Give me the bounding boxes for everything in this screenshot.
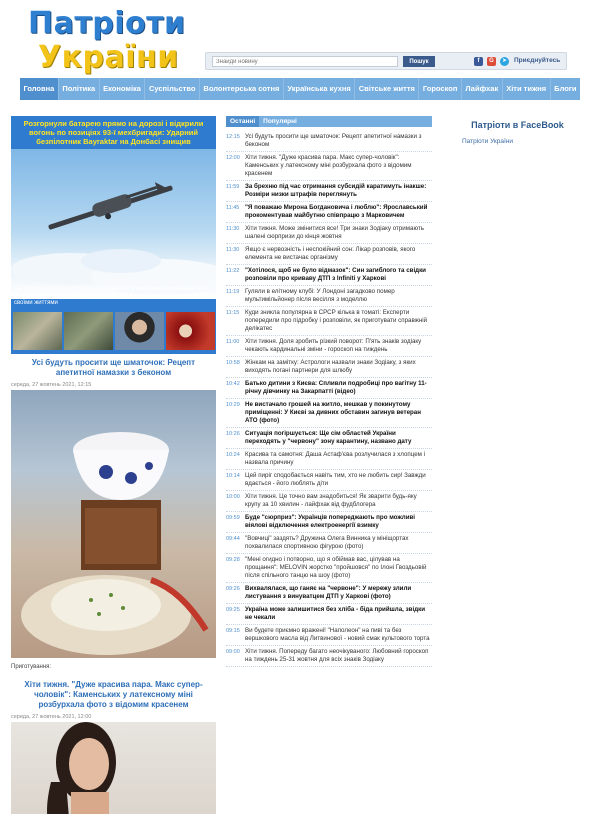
news-headline[interactable]: Ви будете приємно вражені! "Наполеон" на пиві та без вершкового масла від Литвинової - новий смак культового торта — [245, 627, 430, 642]
news-time: 11:15 — [226, 310, 240, 316]
main-nav — [20, 78, 580, 100]
portrait-photo — [11, 722, 216, 814]
nav-item-blogs[interactable]: Блоги — [554, 84, 577, 93]
news-feed — [226, 116, 432, 667]
news-headline[interactable]: Гуляли в елітному клубі: У Лондоні загадково помер мультимільйонер після весілля з моделлю — [245, 288, 395, 303]
news-item[interactable] — [226, 449, 432, 470]
news-time: 10:00 — [226, 494, 240, 500]
news-time: 11:30 — [226, 247, 240, 253]
news-headline[interactable]: Цей пиріг сподобається навіть тим, хто не любить сир! Завжди вдається - його люблять діти — [245, 472, 426, 487]
news-headline[interactable]: Хіти тижня. Це точно вам знадобиться! Як зварити будь-яку крупу за 10 хвилин - лайфхак від фудблогера — [245, 493, 417, 508]
news-time: 10:29 — [226, 402, 240, 408]
search-button[interactable]: Пошук — [403, 56, 435, 67]
news-item[interactable] — [226, 181, 432, 202]
news-headline[interactable]: За брехню під час отримання субсидій каратимуть інакше: Розміри низки штрафів переглянуть — [245, 183, 427, 198]
news-headline[interactable]: "Мені огидно і потворно, що я обіймав вас, цілував на прощання": MELOVIN жорстко "пройшовся" по Ілоні Гвоздьовій після спільного танцю на шоу (фото) — [245, 556, 427, 579]
thumbnail-image[interactable] — [166, 312, 215, 350]
news-headline[interactable]: Хіти тижня. Доля зробить різкий поворот: П'ять знаків зодіаку чекають кардинальні зміни - гороскоп на тиждень — [245, 338, 422, 353]
news-item[interactable] — [226, 583, 432, 604]
news-item[interactable] — [226, 533, 432, 554]
right-sidebar — [450, 116, 585, 145]
news-time: 09:28 — [226, 557, 240, 563]
news-time: 11:00 — [226, 339, 240, 345]
news-headline[interactable]: Буде "сюрприз": Українців попереджають про можливі віялові відключення електроенергії взимку — [245, 514, 416, 529]
thumbnail-image[interactable] — [64, 312, 113, 350]
join-link[interactable]: Приєднуйтесь — [514, 57, 561, 64]
nav-item-celebrity[interactable]: Світське життя — [355, 78, 419, 100]
news-item[interactable] — [226, 399, 432, 428]
news-item[interactable] — [226, 470, 432, 491]
nav-item-society[interactable]: Суспільство — [145, 78, 199, 100]
recipe-photo — [11, 390, 216, 658]
telegram-icon[interactable]: ➤ — [501, 58, 508, 64]
news-item[interactable] — [226, 491, 432, 512]
news-tabs — [226, 116, 432, 127]
article-caption-1: Приготування: — [11, 664, 52, 670]
news-item[interactable] — [226, 336, 432, 357]
news-item[interactable] — [226, 152, 432, 181]
news-time: 11:30 — [226, 226, 240, 232]
news-time: 10:58 — [226, 360, 240, 366]
news-item[interactable] — [226, 131, 432, 152]
news-headline[interactable]: Жінкам на замітку: Астрологи назвали знаки Зодіаку, з яких виходять погані партнери для шлюбу — [245, 359, 416, 374]
news-item[interactable] — [226, 625, 432, 646]
news-headline[interactable]: Усі будуть просити ще шматочок: Рецепт апетитної намазки з беконом — [245, 133, 422, 148]
nav-item-economy[interactable]: Економіка — [100, 78, 146, 100]
news-item[interactable] — [226, 223, 432, 244]
drone-illustration — [11, 149, 216, 299]
nav-item-volunteers[interactable]: Волонтерська сотня — [200, 78, 284, 100]
facebook-widget-title: Патріоти в FaceBook — [471, 120, 564, 130]
news-headline[interactable]: Не вистачало грошей на житло, мешкав у покинутому приміщенні: У Києві за дивних обставин загинув ветеран АТО (фото) — [245, 401, 421, 424]
article-title-2[interactable]: Хіти тижня. "Дуже красива пара. Макс супер-чоловік": Каменських у латексному міні розбурхала фото з відомим красенем — [24, 680, 203, 709]
news-time: 09:26 — [226, 586, 240, 592]
news-list — [226, 131, 432, 667]
news-item[interactable] — [226, 428, 432, 449]
news-time: 10:42 — [226, 381, 240, 387]
nav-item-lifehack[interactable]: Лайфхак — [462, 78, 503, 100]
news-time: 11:22 — [226, 268, 240, 274]
logo-line-1: Патріоти — [28, 6, 186, 41]
featured-thumbnails — [13, 312, 215, 350]
thumbnail-image[interactable] — [115, 312, 164, 350]
nav-item-hits[interactable]: Хіти тижня — [503, 78, 551, 100]
news-item[interactable] — [226, 604, 432, 625]
nav-item-home[interactable]: Головна — [20, 78, 59, 100]
news-headline[interactable]: Хіти тижня. Може змінитися все! Три знаки Зодіаку отримають шалені сюрпризи до кінця жовтня — [245, 225, 425, 240]
news-time: 09:59 — [226, 515, 240, 521]
featured-caption: Це перше бойове застосування Bayraktar у російсько-українській війні. За вбитого захисника України, російські окупанти заплатили кількома своїми життями — [14, 286, 211, 306]
news-item[interactable] — [226, 378, 432, 399]
news-headline[interactable]: "Я поважаю Мирона Богдановича і люблю": Ярославський прокоментував майбутню співпрацю з Марковичем — [245, 204, 428, 219]
news-time: 12:00 — [226, 155, 240, 161]
tab-popular[interactable]: Популярні — [263, 118, 297, 125]
news-headline[interactable]: Ситуація погіршується: Ще сім областей України переходять у "червону" зону карантину, названо дату — [245, 430, 412, 445]
site-logo[interactable] — [26, 6, 196, 76]
news-headline[interactable]: Куди зникла популярна в СРСР кілька в томаті: Експерти попередили про підробку і розповіли, як приготувати справжній делікатес — [245, 309, 428, 332]
news-time: 12:15 — [226, 134, 240, 140]
nav-item-politics[interactable]: Політика — [59, 78, 100, 100]
featured-article[interactable] — [11, 116, 216, 354]
news-item[interactable] — [226, 286, 432, 307]
search-input[interactable] — [212, 56, 398, 67]
news-time: 11:45 — [226, 205, 240, 211]
article-image-1[interactable] — [11, 390, 216, 658]
news-item[interactable] — [226, 202, 432, 223]
article-image-2[interactable] — [11, 722, 216, 814]
news-time: 09:00 — [226, 649, 240, 655]
news-item[interactable] — [226, 554, 432, 583]
featured-title[interactable]: Розгорнули батарею прямо на дорозі і відкрили вогонь по позиціях 93-ї мехбригади: Ударний безпілотник Bayraktar на Донбасі знищив — [23, 119, 204, 146]
news-headline[interactable]: "Вовчиці" заздять? Дружина Олега Винника у мініщортах похвалилася спортивною фігурою (фото) — [245, 535, 409, 550]
news-headline[interactable]: Якщо є нервозність і неспокійний сон: Лікар розповів, якого елемента не вистачає організму — [245, 246, 416, 261]
facebook-page-link[interactable]: Патріоти України — [462, 138, 514, 145]
news-headline[interactable]: Хіти тижня. "Дуже красива пара. Макс супер-чоловік": Каменських у латексному міні розбурхала фото з відомим красенем — [245, 154, 412, 177]
news-headline[interactable]: "Хотілося, щоб не було відмазок": Син загиблого та свідки розповіли про криваву ДТП з Infiniti у Харкові — [245, 267, 426, 282]
news-headline[interactable]: Вихвалялася, що ганяє на "червоне": У мережу злили листування з винуватцем ДТП у Харкові (фото) — [245, 585, 412, 600]
news-item[interactable] — [226, 357, 432, 378]
news-item[interactable] — [226, 512, 432, 533]
news-time: 10:26 — [226, 431, 240, 437]
news-item[interactable] — [226, 646, 432, 667]
featured-image[interactable] — [11, 149, 216, 299]
nav-item-horoscope[interactable]: Гороскоп — [419, 78, 461, 100]
news-time: 10:24 — [226, 452, 240, 458]
news-time: 09:15 — [226, 628, 240, 634]
news-item[interactable] — [226, 307, 432, 336]
thumbnail-image[interactable] — [13, 312, 62, 350]
news-item[interactable] — [226, 265, 432, 286]
news-headline[interactable]: Батько дитини з Києва: Спливли подробиці про вагітну 11-річну дівчинку на Закарпатті (відео) — [245, 380, 427, 395]
left-column — [11, 116, 216, 814]
news-time: 11:19 — [226, 289, 240, 295]
nav-item-cuisine[interactable]: Українська кухня — [284, 78, 355, 100]
news-headline[interactable]: Хіти тижня. Попереду багато неочікуваного: Любовний гороскоп на тиждень 25-31 жовтня для всіх знаків Зодіаку — [245, 648, 429, 663]
article-title-1[interactable]: Усі будуть просити ще шматочок: Рецепт апетитної намазки з беконом — [31, 358, 196, 377]
news-time: 10:14 — [226, 473, 240, 479]
search-bar — [205, 52, 567, 70]
tab-latest[interactable]: Останні — [226, 116, 259, 127]
news-time: 09:44 — [226, 536, 240, 542]
article-date-1: середа, 27 жовтень 2021, 12:15 — [11, 382, 92, 388]
article-date-2: середа, 27 жовтень 2021, 12:00 — [11, 714, 92, 720]
news-time: 09:25 — [226, 607, 240, 613]
news-time: 11:59 — [226, 184, 240, 190]
facebook-icon[interactable]: f — [474, 57, 483, 66]
google-plus-icon[interactable]: G — [487, 57, 496, 66]
news-item[interactable] — [226, 244, 432, 265]
news-headline[interactable]: Україна може залишитися без хліба - біда прийшла, звідки не чекали — [245, 606, 426, 621]
news-headline[interactable]: Красива та самотня: Даша Астаф'єва розлучилася з хлопцем і назвала причину — [245, 451, 426, 466]
logo-line-2: України — [38, 40, 179, 75]
